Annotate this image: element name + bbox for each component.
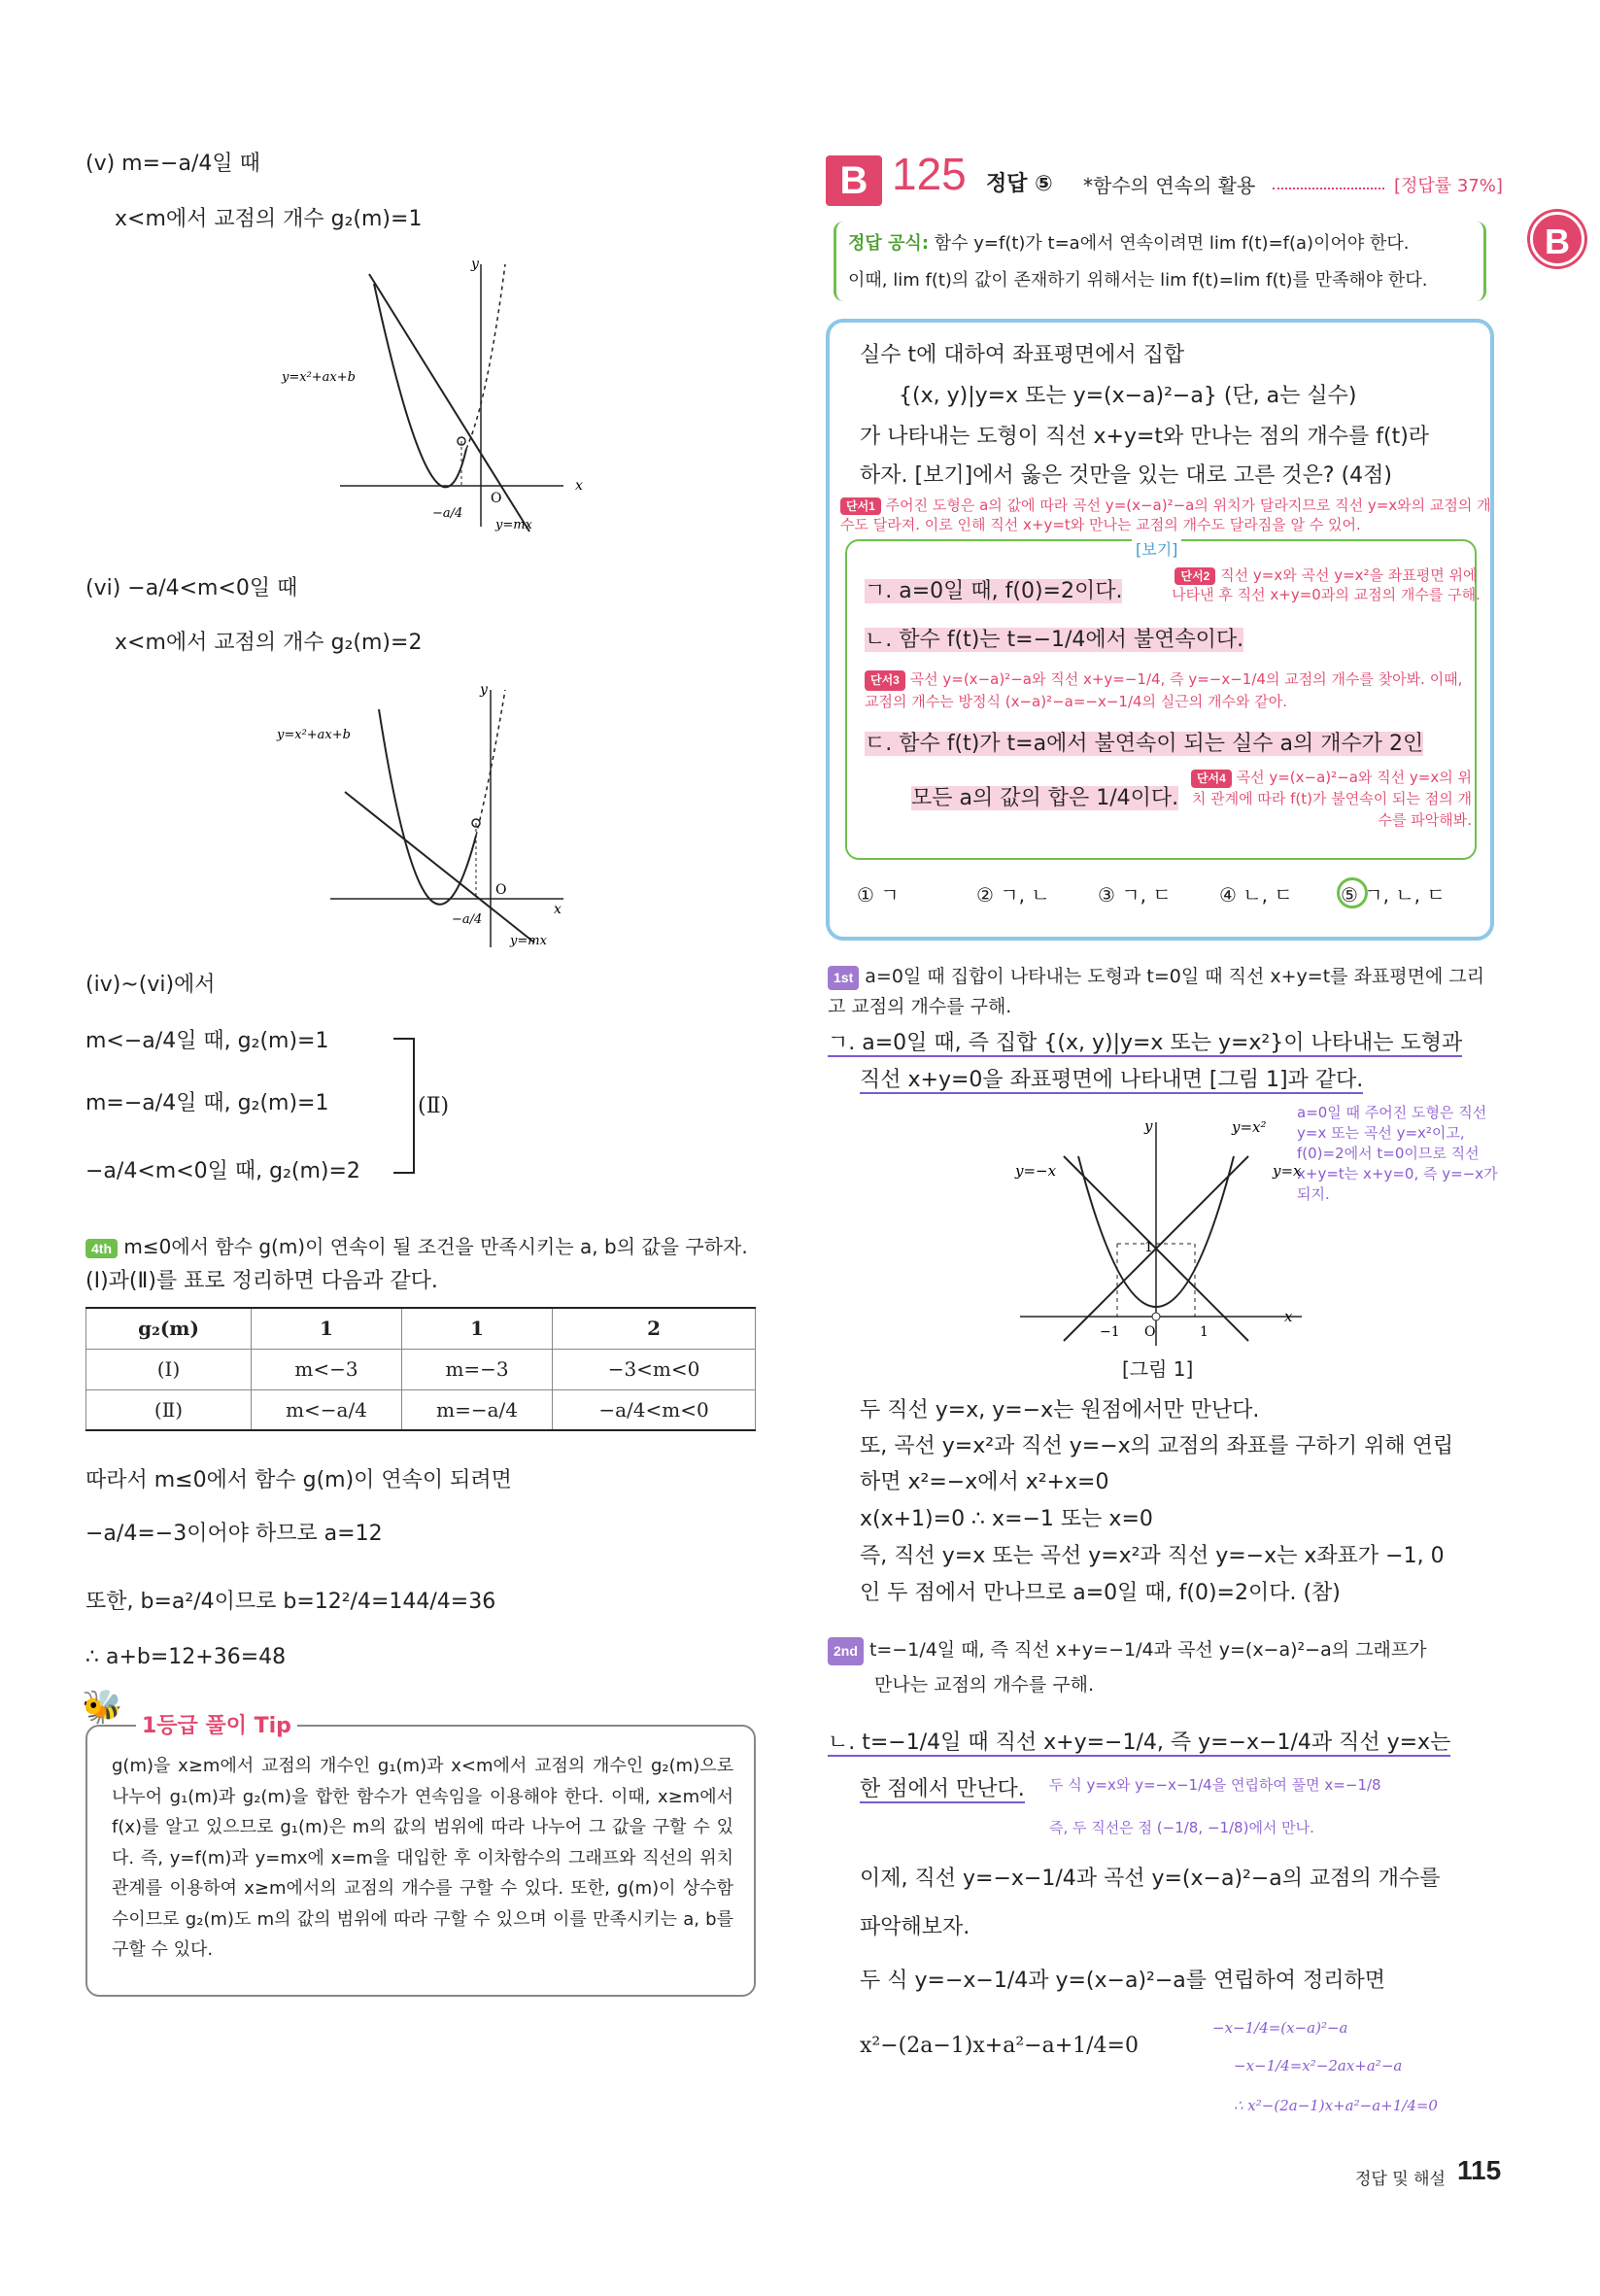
step1-tag: 1st: [828, 966, 859, 990]
fig-label-xneg1: −1: [1100, 1324, 1120, 1340]
graph2-line-label: y=mx: [510, 934, 547, 948]
choice-2[interactable]: ② ㄱ, ㄴ: [976, 883, 1050, 907]
problem-line2: {(x, y)|y=x 또는 y=(x−a)²−a} (단, a는 실수): [899, 384, 1357, 408]
fig-label-x1: 1: [1200, 1324, 1209, 1340]
figure-caption: [그림 1]: [1122, 1357, 1194, 1381]
hint1: 단서1 주어진 도형은 a의 값에 따라 곡선 y=(x−a)²−a의 위치가 달라지므로 직선 y=x와의 교점의 개수도 달라져. 이로 인해 직선 x+y=t와 만나는 교점의 개수도 달라짐을 알 수 있어.: [840, 497, 1491, 534]
svg-text:y: y: [471, 257, 479, 272]
sol3: 또, 곡선 y=x²과 직선 y=−x의 교점의 좌표를 구하기 위해 연립: [860, 1434, 1454, 1458]
hint3: 단서3 곡선 y=(x−a)²−a와 직선 x+y=−1/4, 즉 y=−x−1/4의 교점의 개수를 찾아봐. 이때, 교점의 개수는 방정식 (x−a)²−a=−x−1/4의 실근의 개수와 같아.: [865, 670, 1463, 711]
note3a: −x−1/4=(x−a)²−a: [1212, 2019, 1348, 2037]
graph2-curve-label: y=x²+ax+b: [277, 728, 351, 742]
case-v-heading: (v) m=−a/4일 때: [85, 152, 260, 176]
sol10: 이제, 직선 y=−x−1/4과 곡선 y=(x−a)²−a의 교점의 개수를: [860, 1867, 1441, 1891]
table-cell: m<−3: [252, 1349, 402, 1389]
note3c: ∴ x²−(2a−1)x+a²−a+1/4=0: [1234, 2097, 1438, 2114]
table-intro: (Ⅰ)과(Ⅱ)를 표로 정리하면 다음과 같다.: [85, 1269, 438, 1293]
table-header-cell: 2: [553, 1308, 756, 1349]
formula-title: 정답 공식:: [848, 233, 930, 254]
sol7: 인 두 점에서 만나므로 a=0일 때, f(0)=2이다. (참): [860, 1581, 1341, 1605]
dotted-leader: [1273, 188, 1384, 189]
footer-label: 정답 및 해설: [1355, 2170, 1446, 2189]
fig-label-parabola: y=x²: [1232, 1118, 1267, 1136]
step1: 1st a=0일 때 집합이 나타내는 도형과 t=0일 때 직선 x+y=t를 좌표평면에 그리고 교점의 개수를 구해.: [828, 966, 1485, 1018]
sol13: x²−(2a−1)x+a²−a+1/4=0: [860, 2034, 1139, 2058]
svg-text:x: x: [554, 902, 562, 917]
sol4: 하면 x²=−x에서 x²+x=0: [860, 1470, 1109, 1494]
bee-icon: 🐝: [82, 1688, 123, 1727]
hint2: 단서2 직선 y=x와 곡선 y=x²을 좌표평면 위에 나타낸 후 직선 x+y=0과의 교점의 개수를 구해.: [1172, 566, 1481, 604]
table-cell: m=−3: [402, 1349, 553, 1389]
summary-label: (Ⅱ): [418, 1094, 450, 1118]
problem-line4: 하자. [보기]에서 옳은 것만을 있는 대로 고른 것은? (4점): [860, 463, 1392, 488]
fig-label-x: x: [1284, 1308, 1293, 1325]
graph1-x-label: −a/4: [432, 506, 463, 521]
table-row: [86, 1349, 756, 1389]
table-cell: m<−a/4: [252, 1389, 402, 1430]
table-header-row: [86, 1308, 756, 1349]
case-vi-line: x<m에서 교점의 개수 g₂(m)=2: [115, 631, 423, 655]
conclusion-line3: 또한, b=a²/4이므로 b=12²/4=144/4=36: [85, 1590, 496, 1614]
graph2-x-label: −a/4: [452, 912, 483, 927]
bogi-title: [보기]: [1132, 537, 1181, 560]
sol9: 한 점에서 만난다.: [860, 1777, 1025, 1801]
summary-bracket: [393, 1038, 415, 1174]
choice-5[interactable]: ⑤ ㄱ, ㄴ, ㄷ: [1341, 883, 1446, 907]
table-cell: m=−a/4: [402, 1389, 553, 1430]
case-vi-heading: (vi) −a/4<m<0일 때: [85, 576, 298, 600]
hint4: 단서4 곡선 y=(x−a)²−a와 직선 y=x의 위치 관계에 따라 f(t)가 불연속이 되는 점의 개수를 파악해봐.: [1191, 769, 1472, 829]
bogi-item3b: 모든 a의 값의 합은 1/4이다.: [911, 786, 1179, 810]
formula-line1: 함수 y=f(t)가 t=a에서 연속이려면 lim f(t)=f(a)이어야 한다.: [934, 233, 1410, 254]
step2: 2nd t=−1/4일 때, 즉 직선 x+y=−1/4과 곡선 y=(x−a)²−a의 그래프가 만나는 교점의 개수를 구해.: [828, 1632, 1498, 1702]
choice-3[interactable]: ③ ㄱ, ㄷ: [1098, 883, 1172, 907]
correct-answer-mark-icon: [1337, 877, 1368, 908]
table-header-cell: 1: [402, 1308, 553, 1349]
table-cell: −a/4<m<0: [553, 1389, 756, 1430]
sol8: ㄴ. t=−1/4일 때 직선 x+y=−1/4, 즉 y=−x−1/4과 직선 y=x는: [828, 1731, 1451, 1755]
note3b: −x−1/4=x²−2ax+a²−a: [1234, 2057, 1403, 2074]
iv-vi-heading: (iv)~(vi)에서: [85, 973, 216, 997]
tip-box: [82, 1688, 756, 1997]
formula-box: [834, 222, 1486, 301]
fig-label-origin: O: [1144, 1324, 1156, 1340]
answer-label: 정답 ⑤: [986, 172, 1053, 196]
table-row: [86, 1389, 756, 1430]
page-number: 115: [1457, 2155, 1502, 2185]
sol12: 두 식 y=−x−1/4과 y=(x−a)²−a를 연립하여 정리하면: [860, 1969, 1386, 1993]
sol1b: 직선 x+y=0을 좌표평면에 나타내면 [그림 1]과 같다.: [860, 1068, 1364, 1092]
svg-text:O: O: [491, 491, 502, 506]
conclusion-line1: 따라서 m≤0에서 함수 g(m)이 연속이 되려면: [85, 1468, 512, 1492]
sol5: x(x+1)=0 ∴ x=−1 또는 x=0: [860, 1507, 1153, 1531]
problem-number: 125: [892, 149, 967, 199]
summary-case3: −a/4<m<0일 때, g₂(m)=2: [85, 1159, 360, 1183]
sol6: 즉, 직선 y=x 또는 곡선 y=x²과 직선 y=−x는 x좌표가 −1, 0: [860, 1544, 1445, 1568]
graph1-curve-label: y=x²+ax+b: [282, 370, 356, 385]
step2-tag: 2nd: [828, 1637, 864, 1665]
bogi-item1: ㄱ. a=0일 때, f(0)=2이다.: [865, 579, 1123, 603]
sol1a: ㄱ. a=0일 때, 즉 집합 {(x, y)|y=x 또는 y=x²}이 나타내는 도형과: [828, 1031, 1463, 1055]
step4-tag: 4th: [85, 1239, 118, 1258]
figure1: [1010, 1117, 1311, 1351]
note2b: 즉, 두 직선은 점 (−1/8, −1/8)에서 만나.: [1049, 1819, 1314, 1836]
comparison-table: [85, 1307, 756, 1431]
topic-label: *함수의 연속의 활용: [1083, 174, 1256, 197]
fig-label-line: y=x: [1273, 1162, 1302, 1180]
bogi-item2: ㄴ. 함수 f(t)는 t=−1/4에서 불연속이다.: [865, 628, 1244, 652]
formula-line2: 이때, lim f(t)의 값이 존재하기 위해서는 lim f(t)=lim f(t)를 만족해야 한다.: [848, 270, 1428, 291]
tip-text: g(m)을 x≥m에서 교점의 개수인 g₁(m)과 x<m에서 교점의 개수인 g₂(m)으로 나누어 g₁(m)과 g₂(m)을 합한 함수가 연속임을 이용해야 한다. 이때, x≥m에서 f(x)를 알고 있으므로 g₁(m)은 m의 값의 범위에 따라 나누어 그 값을 구할 수 있다. 즉, y=f(m)과 y=mx에 x=m을 대입한 후 이차함수의 그래프와 직선의 위치 관계를 이용하여 x≥m에서의 교점의 개수를 구할 수 있다. 또한, g(m)이 상수함수이므로 g₂(m)도 m의 값의 범위에 따라 구할 수 있으며 이를 만족시키는 a, b를 구할 수 있다.: [112, 1756, 733, 1960]
sol2: 두 직선 y=x, y=−x는 원점에서만 만난다.: [860, 1398, 1260, 1422]
conclusion-line2: −a/4=−3이어야 하므로 a=12: [85, 1522, 383, 1546]
conclusion-line4: ∴ a+b=12+36=48: [85, 1645, 287, 1669]
note1: a=0일 때 주어진 도형은 직선 y=x 또는 곡선 y=x²이고, f(0)=2에서 t=0이므로 직선 x+y=t는 x+y=0, 즉 y=−x가 되지.: [1297, 1104, 1498, 1203]
table-cell: (Ⅰ): [86, 1349, 252, 1389]
graph1-line-label: y=mx: [495, 518, 532, 532]
graph-case-v: [272, 255, 602, 536]
case-v-line: x<m에서 교점의 개수 g₂(m)=1: [115, 207, 423, 231]
table-cell: −3<m<0: [553, 1349, 756, 1389]
svg-text:y: y: [480, 682, 488, 698]
fig-label-y1: 1: [1144, 1240, 1153, 1255]
summary-case1: m<−a/4일 때, g₂(m)=1: [85, 1029, 329, 1053]
svg-text:x: x: [575, 478, 583, 494]
table-header-cell: g₂(m): [86, 1308, 252, 1349]
hint1-tag: 단서1: [840, 497, 881, 515]
step4-text: m≤0에서 함수 g(m)이 연속이 될 조건을 만족시키는 a, b의 값을 구하자.: [123, 1235, 748, 1258]
problem-line1: 실수 t에 대하여 좌표평면에서 집합: [860, 343, 1185, 367]
table-cell: (Ⅱ): [86, 1389, 252, 1430]
problem-line3: 가 나타내는 도형이 직선 x+y=t와 만나는 점의 개수를 f(t)라: [860, 425, 1430, 449]
choice-4[interactable]: ④ ㄴ, ㄷ: [1219, 883, 1293, 907]
note2a: 두 식 y=x와 y=−x−1/4을 연립하여 풀면 x=−1/8: [1049, 1776, 1381, 1794]
side-section-badge: B: [1530, 212, 1584, 266]
section-badge: B: [826, 155, 882, 206]
sol11: 파악해보자.: [860, 1915, 970, 1939]
fig-label-y: y: [1144, 1117, 1153, 1135]
fig-label-neg-line: y=−x: [1015, 1162, 1057, 1180]
tip-title: 1등급 풀이 Tip: [136, 1709, 297, 1739]
choice-1[interactable]: ① ㄱ: [857, 883, 900, 907]
graph-case-vi: [272, 680, 602, 952]
svg-text:O: O: [495, 882, 507, 898]
table-header-cell: 1: [252, 1308, 402, 1349]
answer-rate: [정답률 37%]: [1394, 176, 1503, 196]
bogi-item3a: ㄷ. 함수 f(t)가 t=a에서 불연속이 되는 실수 a의 개수가 2인: [865, 732, 1424, 756]
summary-case2: m=−a/4일 때, g₂(m)=1: [85, 1091, 329, 1115]
